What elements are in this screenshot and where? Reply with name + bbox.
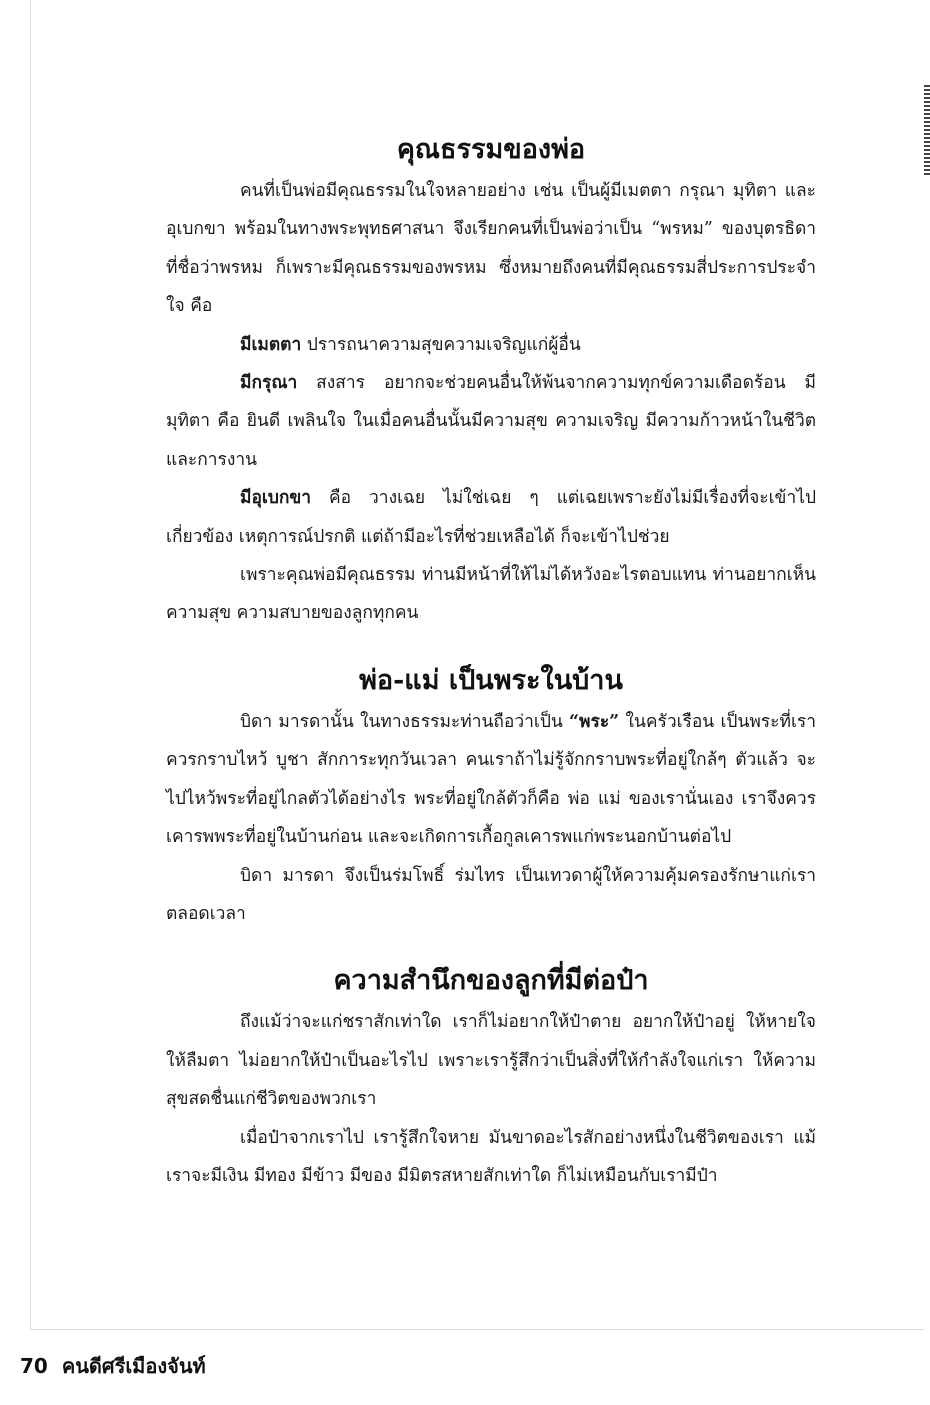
paragraph (166, 479, 816, 556)
page-number: 70 (20, 1354, 48, 1378)
paragraph-text: คือ วางเฉย ไม่ใช่เฉย ๆ แต่เฉยเพราะยังไม่มีเรื่องที่จะเข้าไปเกี่ยวข้อง เหตุการณ์ปรกติ แต่ถ้ามีอะไรที่ช่วยเหลือได้ ก็จะเข้าไปช่วย (166, 488, 816, 547)
paragraph (166, 326, 816, 364)
section-heading: ความสำนึกของลูกที่มีต่อป๋า (333, 965, 649, 997)
section-child-gratitude (166, 959, 816, 1195)
paragraph: บิดา มารดา จึงเป็นร่มโพธิ์ ร่มไทร เป็นเทวดาผู้ให้ความคุ้มครองรักษาแก่เราตลอดเวลา (166, 865, 816, 924)
section-father-virtues (166, 128, 816, 633)
section-parents-as-monks (166, 659, 816, 933)
bold-term: “พระ” (569, 711, 620, 732)
page-footer (20, 1350, 206, 1380)
page-content (166, 128, 816, 1195)
bold-term: มีเมตตา (240, 334, 302, 355)
paragraph: เพราะคุณพ่อมีคุณธรรม ท่านมีหน้าที่ให้ไม่ได้หวังอะไรตอบแทน ท่านอยากเห็นความสุข ความสบายของลูกทุกคน (166, 565, 816, 624)
paragraph: ถึงแม้ว่าจะแก่ชราสักเท่าใด เราก็ไม่อยากให้ป๋าตาย อยากให้ป๋าอยู่ ให้หายใจ ให้ลืมตา ไม่อยากให้ป๋าเป็นอะไรไป เพราะเรารู้สึกว่าเป็นสิ่งที่ให้กำลังใจแก่เรา ให้ความสุขสดชื่นแก่ชีวิตของพวกเรา (166, 1012, 816, 1110)
paragraph-text: ปรารถนาความสุขความเจริญแก่ผู้อื่น (301, 334, 581, 355)
paragraph-text: บิดา มารดานั้น ในทางธรรมะท่านถือว่าเป็น (240, 711, 570, 732)
paragraph-text: สงสาร อยากจะช่วยคนอื่นให้พ้นจากความทุกข์ความเดือดร้อน มีมุทิตา คือ ยินดี เพลินใจ ในเมื่อคนอื่นนั้นมีความสุข ความเจริญ มีความก้าวหน้าในชีวิตและการงาน (166, 373, 816, 470)
paragraph-text: ในครัวเรือน เป็นพระที่เราควรกราบไหว้ บูชา สักการะทุกวันเวลา คนเราถ้าไม่รู้จักกราบพระที่อยู่ใกล้ๆ ตัวแล้ว จะไปไหว้พระที่อยู่ไกลตัวได้อย่างไร พระที่อยู่ใกล้ตัวก็คือ พ่อ แม่ ของเรานั่นเอง เราจึงควรเคารพพระที่อยู่ในบ้านก่อน และจะเกิดการเกื้อกูลเคารพแก่พระนอกบ้านต่อไป (166, 711, 817, 848)
page-edge-mark (924, 85, 930, 175)
bold-term: มีอุเบกขา (240, 488, 312, 509)
paragraph: คนที่เป็นพ่อมีคุณธรรมในใจหลายอย่าง เช่น เป็นผู้มีเมตตา กรุณา มุทิตา และอุเบกขา พร้อมในทางพระพุทธศาสนา จึงเรียกคนที่เป็นพ่อว่าเป็น “พรหม” ของบุตรธิดา ที่ชื่อว่าพรหม ก็เพราะมีคุณธรรมของพรหม ซึ่งหมายถึงคนที่มีคุณธรรมสี่ประการประจำใจ คือ (166, 181, 816, 317)
paragraph (166, 364, 816, 479)
book-title: คนดีศรีเมืองจันท์ (61, 1354, 206, 1378)
paragraph: เมื่อป๋าจากเราไป เรารู้สึกใจหาย มันขาดอะไรสักอย่างหนึ่งในชีวิตของเรา แม้เราจะมีเงิน มีทอง มีข้าว มีของ มีมิตรสหายสักเท่าใด ก็ไม่เหมือนกับเรามีป๋า (166, 1127, 816, 1186)
paragraph (166, 703, 816, 857)
section-heading: พ่อ-แม่ เป็นพระในบ้าน (359, 664, 623, 696)
bold-term: มีกรุณา (240, 373, 298, 394)
section-heading: คุณธรรมของพ่อ (396, 134, 586, 165)
